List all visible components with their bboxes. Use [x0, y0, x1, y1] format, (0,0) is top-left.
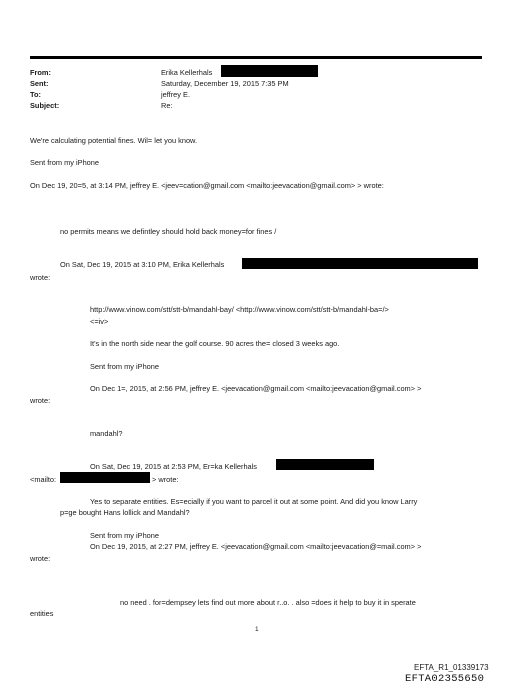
redaction-block [221, 65, 318, 77]
body-line-10: Sent from my iPhone [90, 362, 160, 371]
redaction-block [60, 472, 150, 483]
body-line-9: It's in the north side near the golf course. 90 acres the= closed 3 weeks ago. [90, 339, 340, 348]
subject-label: Subject: [30, 101, 60, 110]
body-line-17: p=ge bought Hans lollick and Mandahl? [60, 508, 190, 517]
body-line-15a: <mailto: [30, 475, 57, 484]
redaction-block [276, 459, 374, 470]
body-line-19: On Dec 19, 2015, at 2:27 PM, jeffrey E. <jeevacation@gmail.com <mailto:jeevacation@=mail.com> > [90, 542, 422, 551]
body-line-20: wrote: [30, 554, 51, 563]
body-line-6: wrote: [30, 273, 51, 282]
body-line-1: We're calculating potential fines. Wil= let you know. [30, 136, 198, 145]
from-label: From: [30, 68, 51, 77]
body-line-13: mandahl? [90, 429, 123, 438]
document-id-2: EFTA02355650 [405, 673, 485, 685]
body-line-21: no need . for=dempsey lets find out more about r..o. . also =does it help to buy it in sperate [120, 598, 416, 607]
to-label: To: [30, 90, 41, 99]
body-line-7: http://www.vinow.com/stt/stt-b/mandahl-bay/ <http://www.vinow.com/stt/stt-b/mandahl-ba=/> [90, 305, 389, 314]
to-value: jeffrey E. [161, 90, 191, 99]
body-line-2: Sent from my iPhone [30, 158, 100, 167]
body-line-16: Yes to separate entities. Es=ecially if you want to parcel it out at some point. And did you know Larry [90, 497, 418, 506]
document-id-1: EFTA_R1_01339173 [414, 663, 489, 672]
header-rule [30, 56, 482, 59]
body-line-22: entities [30, 609, 54, 618]
page-number: 1 [255, 626, 259, 633]
redaction-block [242, 258, 478, 269]
body-line-14: On Sat, Dec 19, 2015 at 2:53 PM, Er=ka Kellerhals [90, 462, 257, 471]
body-line-18: Sent from my iPhone [90, 531, 160, 540]
body-line-11: On Dec 1=, 2015, at 2:56 PM, jeffrey E. <jeevacation@gmail.com <mailto:jeevacation@gmail.com> > [90, 384, 422, 393]
sent-label: Sent: [30, 79, 49, 88]
body-line-4: no permits means we defintley should hold back money=for fines / [60, 227, 277, 236]
subject-value: Re: [161, 101, 173, 110]
body-line-15b: > wrote: [152, 475, 179, 484]
body-line-3: On Dec 19, 20=5, at 3:14 PM, jeffrey E. <jeev=cation@gmail.com <mailto:jeevacation@gmail.com> > wrote: [30, 181, 384, 190]
sent-value: Saturday, December 19, 2015 7:35 PM [161, 79, 289, 88]
body-line-8: <=iv> [90, 317, 109, 326]
body-line-5: On Sat, Dec 19, 2015 at 3:10 PM, Erika Kellerhals [60, 260, 225, 269]
body-line-12: wrote: [30, 396, 51, 405]
from-value: Erika Kellerhals [161, 68, 213, 77]
